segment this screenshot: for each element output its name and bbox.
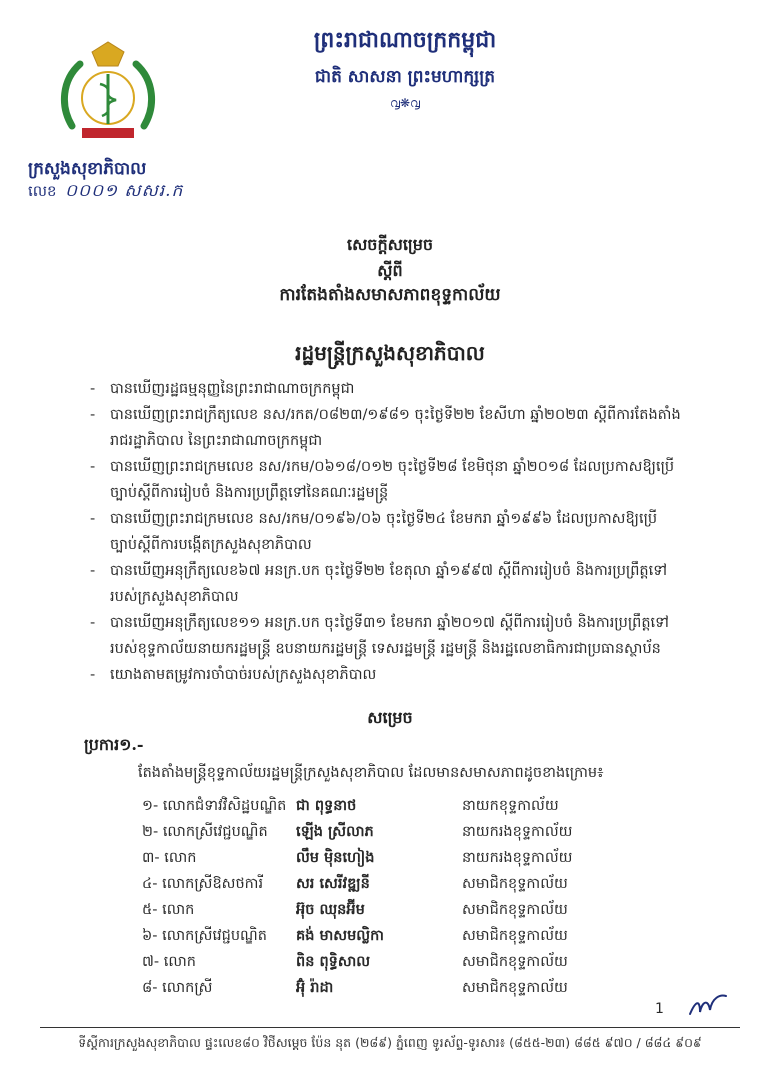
member-name: ជា ពុទ្ធនាថ <box>296 797 357 814</box>
recital-item: - បានឃើញព្រះរាជក្រមលេខ នស/រកម/០១៩៦/០៦ ចុះថ្ងៃទី២៤ ខែមករា ឆ្នាំ១៩៩៦ ដែលប្រកាសឱ្យប្រើច្បាប់ស្តីពីការបង្កើតក្រសួងសុខាភិបាល <box>86 506 682 558</box>
member-role: នាយកខុទ្ទកាល័យ <box>462 798 559 814</box>
member-row <box>0 823 780 849</box>
issuing-authority: រដ្ឋមន្ត្រីក្រសួងសុខាភិបាល <box>295 341 485 365</box>
member-role: សមាជិកខុទ្ទកាល័យ <box>462 876 568 892</box>
member-title: ៨- លោកស្រី <box>142 980 213 996</box>
member-row <box>0 797 780 823</box>
member-name: ពិន ពុទ្ធិសាល <box>296 953 371 970</box>
decides-heading: សម្រេច <box>367 708 413 727</box>
member-role: សមាជិកខុទ្ទកាល័យ <box>462 980 568 996</box>
decision-title: សេចក្តីសម្រេច <box>346 235 433 254</box>
recital-item: - បានឃើញព្រះរាជក្រឹត្យលេខ នស/រកត/០៨២៣/១៩៨១ ចុះថ្ងៃទី២២ ខែសីហា ឆ្នាំ២០២៣ ស្តីពីការតែងតាំងរាជរដ្ឋាភិបាល នៃព្រះរាជាណាចក្រកម្ពុជា <box>86 402 682 454</box>
member-title: ៣- លោក <box>142 850 197 866</box>
ministry-name: ក្រសួងសុខាភិបាល <box>28 159 147 179</box>
member-name: ឡើង ស្រីលាភ <box>296 823 374 840</box>
page-number: 1 <box>655 1001 664 1017</box>
member-name: គង់ មាសមល្លិកា <box>296 927 384 944</box>
decision-subtitle: ស្តីពី <box>377 261 403 280</box>
footer-divider <box>40 1027 740 1028</box>
member-name: លឹម ម៉ិនហៀង <box>296 849 375 866</box>
handwritten-initials-icon <box>686 990 730 1020</box>
member-title: ១- លោកជំទាវវិសិដ្ឋបណ្ឌិត <box>142 798 287 814</box>
member-title: ៧- លោក <box>142 954 196 970</box>
member-row <box>0 901 780 927</box>
member-row <box>0 927 780 953</box>
article-label: ប្រការ១.- <box>84 735 144 754</box>
footer-address: ទីស្តីការក្រសួងសុខាភិបាល ផ្ទះលេខ៨០ វិថីសម្តេច ប៉ែន នុត (២៨៩) ភ្នំពេញ ទូរស័ព្ទ-ទូរសារ៖ (៨៥៥-២៣) ៨៨៥ ៩៧០ / ៨៨៤ ៩០៩ <box>78 1035 702 1050</box>
member-title: ៥- លោក <box>142 902 195 918</box>
member-role: សមាជិកខុទ្ទកាល័យ <box>462 954 568 970</box>
member-row <box>0 849 780 875</box>
member-title: ៦- លោកស្រីវេជ្ជបណ្ឌិត <box>142 928 267 944</box>
recital-item: - បានឃើញអនុក្រឹត្យលេខ៦៧ អនក្រ.បក ចុះថ្ងៃទី២២ ខែតុលា ឆ្នាំ១៩៩៧ ស្តីពីការរៀបចំ និងការប្រព្រឹត្តទៅរបស់ក្រសួងសុខាភិបាល <box>86 558 682 610</box>
member-row <box>0 953 780 979</box>
member-name: អ៊ុំ រ៉ាដា <box>296 979 334 996</box>
recitals-list <box>86 376 682 688</box>
member-role: សមាជិកខុទ្ទកាល័យ <box>462 902 568 918</box>
recital-item: - យោងតាមតម្រូវការចាំបាច់របស់ក្រសួងសុខាភិបាល <box>86 662 682 688</box>
reference-number: ០០០១ សសរ.ក <box>65 181 184 201</box>
member-role: នាយករងខុទ្ទកាល័យ <box>462 850 573 866</box>
ministry-emblem-icon <box>52 36 164 148</box>
recital-item: - បានឃើញព្រះរាជក្រមលេខ នស/រកម/០៦១៨/០១២ ចុះថ្ងៃទី២៨ ខែមិថុនា ឆ្នាំ២០១៨ ដែលប្រកាសឱ្យប្រើច្បាប់ស្តីពីការរៀបចំ និងការប្រព្រឹត្តទៅនៃគណៈរដ្ឋមន្ត្រី <box>86 454 682 506</box>
article-body: តែងតាំងមន្ត្រីខុទ្ទកាល័យរដ្ឋមន្ត្រីក្រសួងសុខាភិបាល ដែលមានសមាសភាពដូចខាងក្រោម៖ <box>138 765 604 781</box>
kingdom-title: ព្រះរាជាណាចក្រកម្ពុជា <box>313 27 497 53</box>
member-role: សមាជិកខុទ្ទកាល័យ <box>462 928 568 944</box>
member-name: អ៊ុច ឈុនអ៊ីម <box>296 901 365 918</box>
decision-subject: ការតែងតាំងសមាសភាពខុទ្ទកាល័យ <box>279 285 501 305</box>
member-title: ២- លោកស្រីវេជ្ជបណ្ឌិត <box>142 824 268 840</box>
member-row <box>0 875 780 901</box>
member-title: ៤- លោកស្រីឱសថការី <box>142 876 264 892</box>
reference-label: លេខ <box>28 182 57 200</box>
member-role: នាយករងខុទ្ទកាល័យ <box>462 824 573 840</box>
recital-item: - បានឃើញរដ្ឋធម្មនុញ្ញនៃព្រះរាជាណាចក្រកម្ពុជា <box>86 376 682 402</box>
recital-item: - បានឃើញអនុក្រឹត្យលេខ១១ អនក្រ.បក ចុះថ្ងៃទី៣១ ខែមករា ឆ្នាំ២០១៧ ស្តីពីការរៀបចំ និងការប្រព្រឹត្តទៅរបស់ខុទ្ទកាល័យនាយករដ្ឋមន្ត្រី ឧបនាយករដ្ឋមន្ត្រី ទេសរដ្ឋមន្ត្រី រដ្ឋមន្ត្រី និងរដ្ឋលេខាធិការជាប្រធានស្ថាប័ន <box>86 610 682 662</box>
kingdom-motto: ជាតិ សាសនា ព្រះមហាក្សត្រ <box>314 67 496 87</box>
member-name: សរ សេរីវឌ្ឍនី <box>296 875 370 892</box>
header-ornament: ൮❋൮ <box>389 96 421 110</box>
